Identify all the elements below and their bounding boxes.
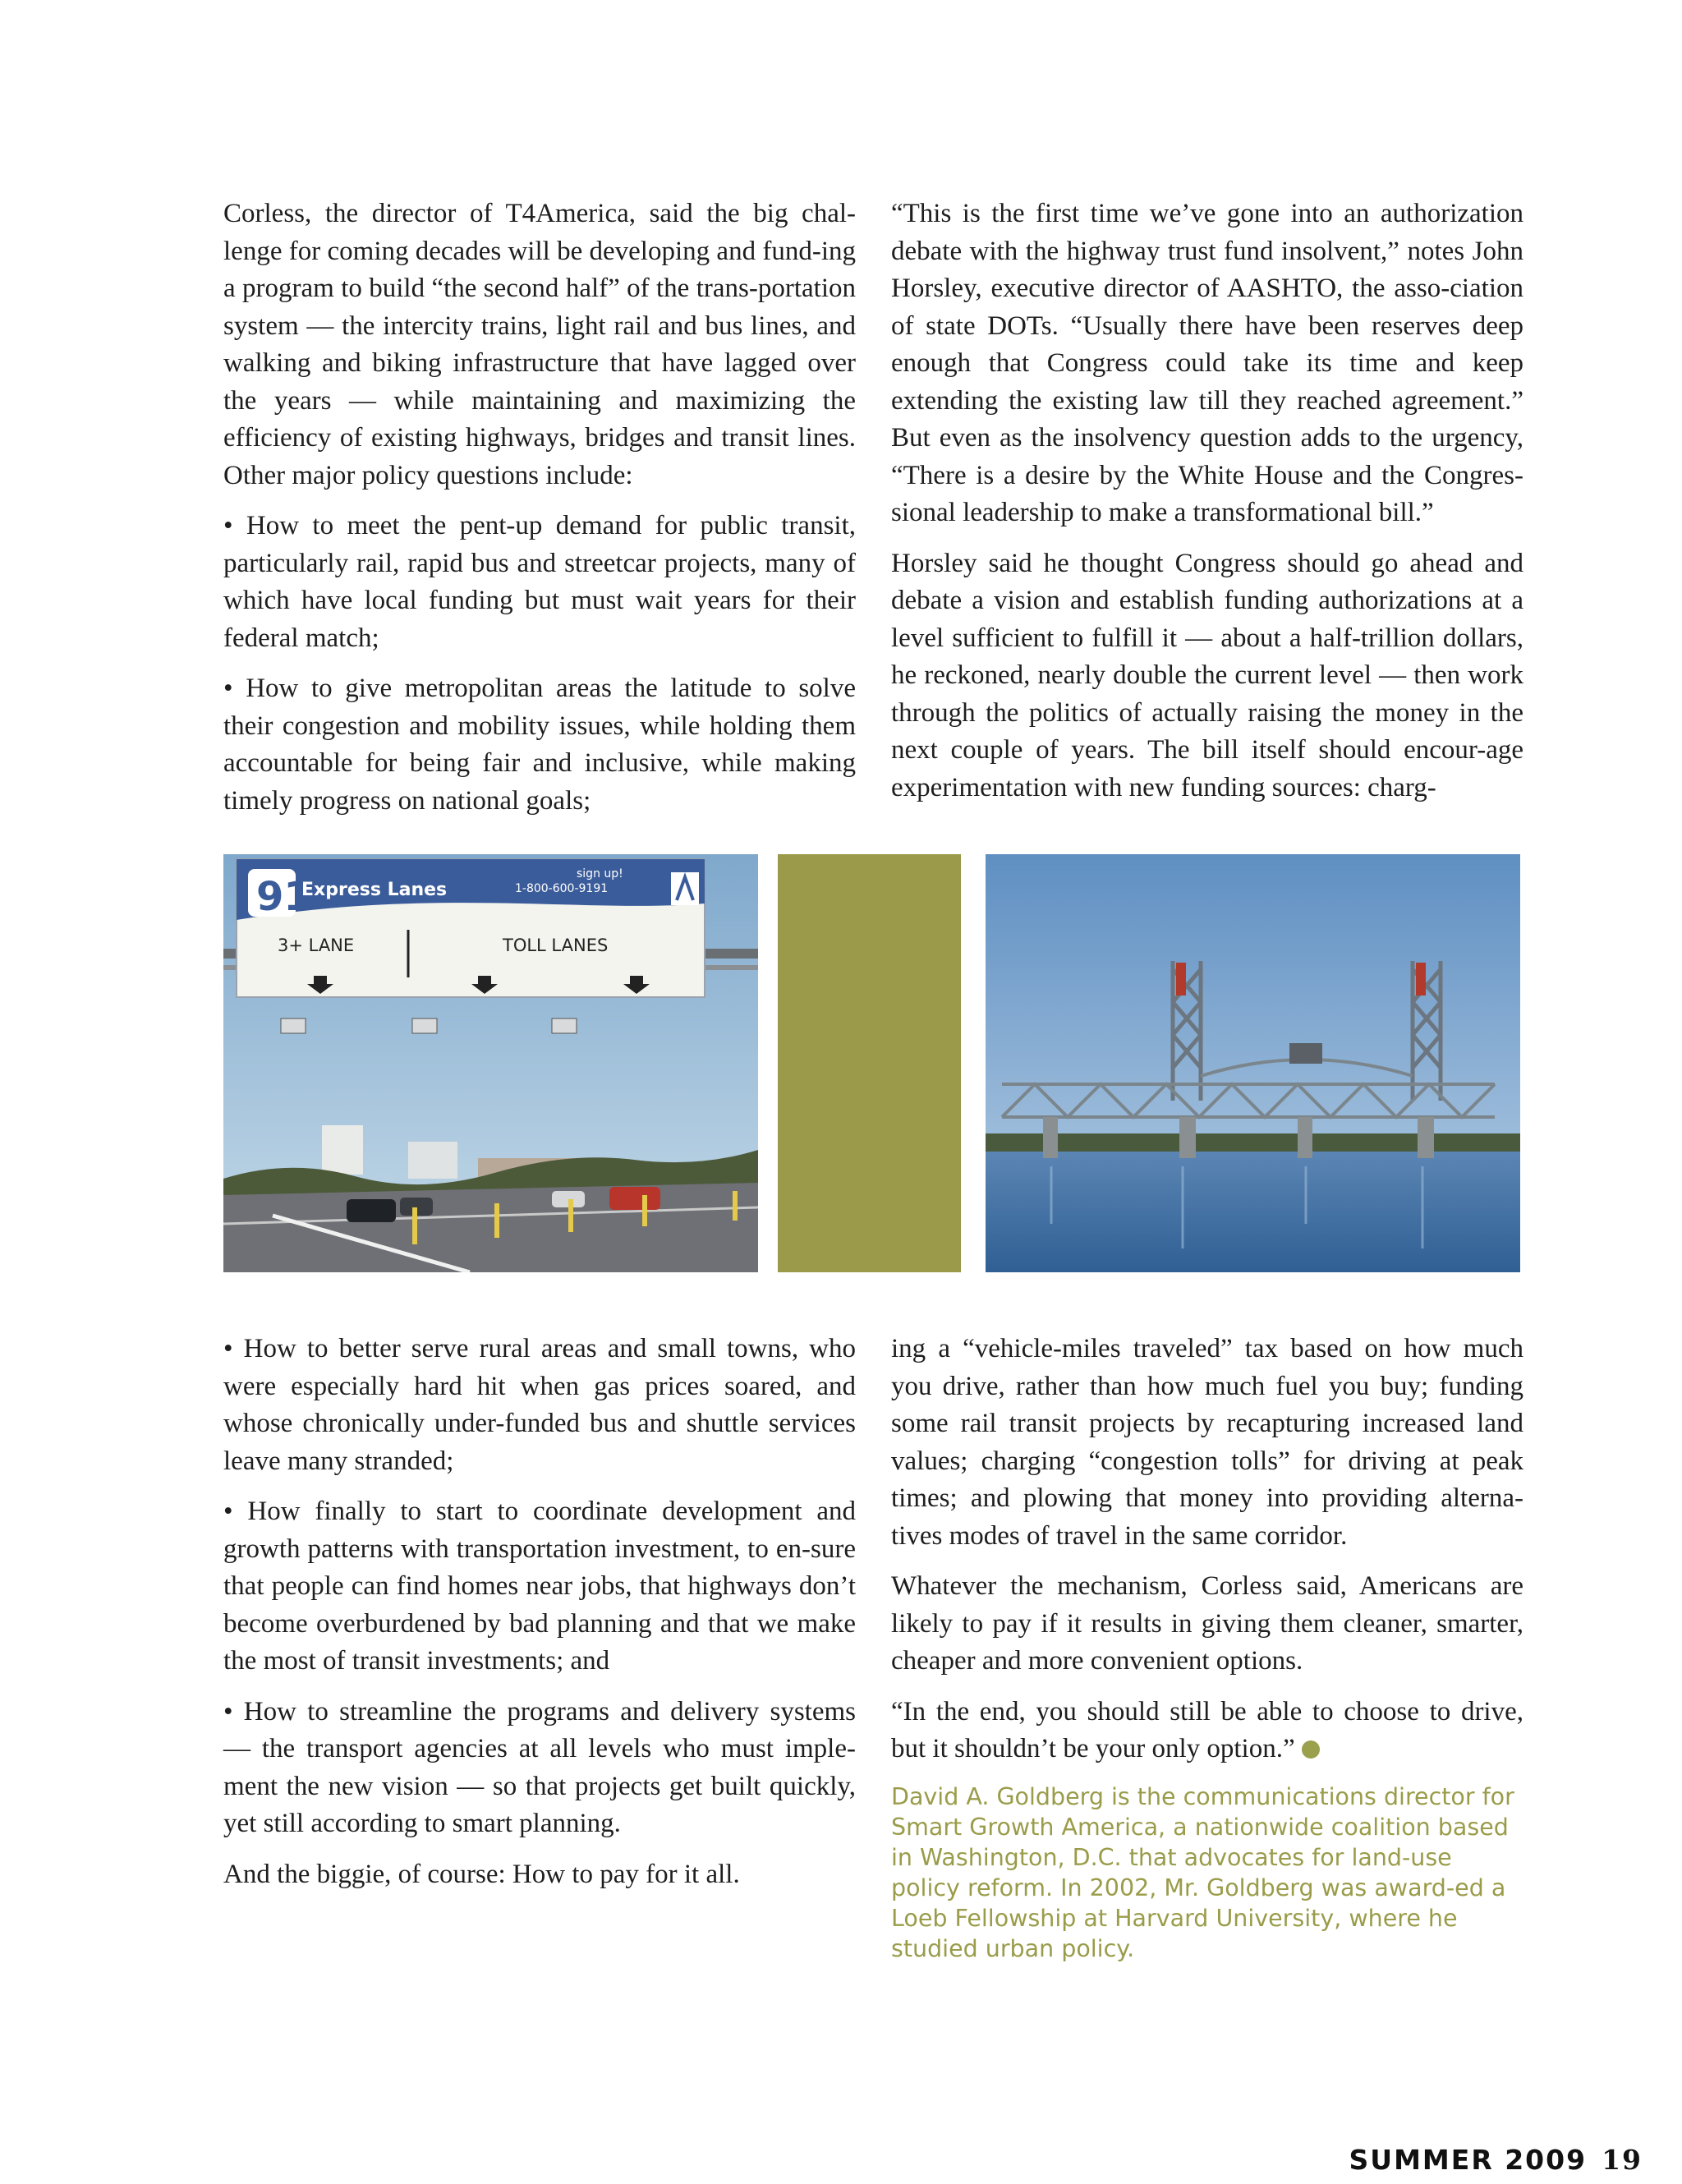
paragraph: “This is the first time we’ve gone into an authorization debate with the highway trust fund insolvent,” notes John Horsley, executive director of AASHTO, the asso-ciation of state DOTs. “Usually there have been reserves deep enough that Congress could take its time and keep extending the existing law till they reached agreement.” But even as the insolvency question adds to the urgency, “There is a desire by the White House and the Congres-sional leadership to make a transformational bill.”: [891, 199, 1523, 527]
author-bio: David A. Goldberg is the communications director for Smart Growth America, a nationwide coalition based in Washington, D.C. that advocates for land-use policy reform. In 2002, Mr. Goldberg was award-ed a Loeb Fellowship at Harvard University, where he studied urban policy.: [891, 1782, 1514, 1962]
paragraph: ing a “vehicle-miles traveled” tax based on how much you drive, rather than how much fuel you buy; funding some rail transit projects by recapturing increased land values; charging “congestion tolls” for driving at peak times; and plowing that money into providing alterna-tives modes of travel in the same corridor.: [891, 1334, 1523, 1551]
bullet-paragraph: • How finally to start to coordinate development and growth patterns with transportation investment, to en-sure that people can find homes near jobs, that highways don’t become overburdened by bad planning and that we make the most of transit investments; and: [223, 1497, 856, 1676]
page-footer: [1349, 2144, 1643, 2176]
end-of-article-dot-icon: [1302, 1740, 1320, 1759]
article-column-top-right: [891, 195, 1523, 820]
paragraph: Horsley said he thought Congress should go ahead and debate a vision and establish funding authorizations at a level sufficient to fulfill it — about a half-trillion dollars, he reckoned, nearly double the current level — then work through the politics of actually raising the money in the next couple of years. The bill itself should encour-age experimentation with new funding sources: charg-: [891, 548, 1523, 802]
bullet-paragraph: • How to streamline the programs and delivery systems — the transport agencies at all levels who must imple-ment the new vision — so that projects get built quickly, yet still according to smart planning.: [223, 1696, 856, 1838]
article-column-top-left: [223, 195, 856, 833]
express-lanes-label: Express Lanes: [301, 880, 448, 900]
route-number: 91: [256, 874, 311, 920]
paragraph: Corless, the director of T4America, said the big chal-lenge for coming decades will be developing and fund-ing a program to build “the second half” of the trans-portation system — the intercity trains, light rail and bus lines, and walking and biking infrastructure that have lagged over the years — while maintaining and maximizing the efficiency of existing highways, bridges and transit lines. Other major policy questions include:: [223, 199, 856, 490]
bullet-paragraph: • How to meet the pent-up demand for public transit, particularly rail, rapid bus and streetcar projects, many of which have local funding but must wait years for their federal match;: [223, 511, 856, 653]
closing-quote: [891, 1694, 1523, 1768]
paragraph: And the biggie, of course: How to pay for it all.: [223, 1859, 740, 1889]
issue-label: SUMMER 2009: [1349, 2144, 1588, 2176]
bullet-paragraph: • How to better serve rural areas and small towns, who were especially hard hit when gas prices soared, and whose chronically under-funded bus and shuttle services leave many stranded;: [223, 1334, 856, 1476]
lane-label-right: TOLL LANES: [503, 936, 609, 955]
page-number: 19: [1602, 2144, 1643, 2176]
signup-text: sign up!: [577, 867, 623, 880]
lane-label-left: 3+ LANE: [278, 936, 355, 955]
article-column-bottom-left: [223, 1331, 856, 1906]
paragraph: Whatever the mechanism, Corless said, Americans are likely to pay if it results in giving them cleaner, smarter, cheaper and more convenient options.: [891, 1571, 1523, 1676]
article-column-bottom-right: [891, 1331, 1523, 1964]
phone-number: 1-800-600-9191: [515, 882, 609, 895]
express-lanes-photo: [223, 854, 758, 1272]
lift-bridge-photo: [986, 854, 1520, 1272]
decorative-color-block: [778, 854, 961, 1272]
closing-quote-text: “In the end, you should still be able to choose to drive, but it shouldn’t be your only option.”: [891, 1696, 1523, 1763]
bullet-paragraph: • How to give metropolitan areas the latitude to solve their congestion and mobility issues, while holding them accountable for being fair and inclusive, while making timely progress on national goals;: [223, 674, 856, 816]
